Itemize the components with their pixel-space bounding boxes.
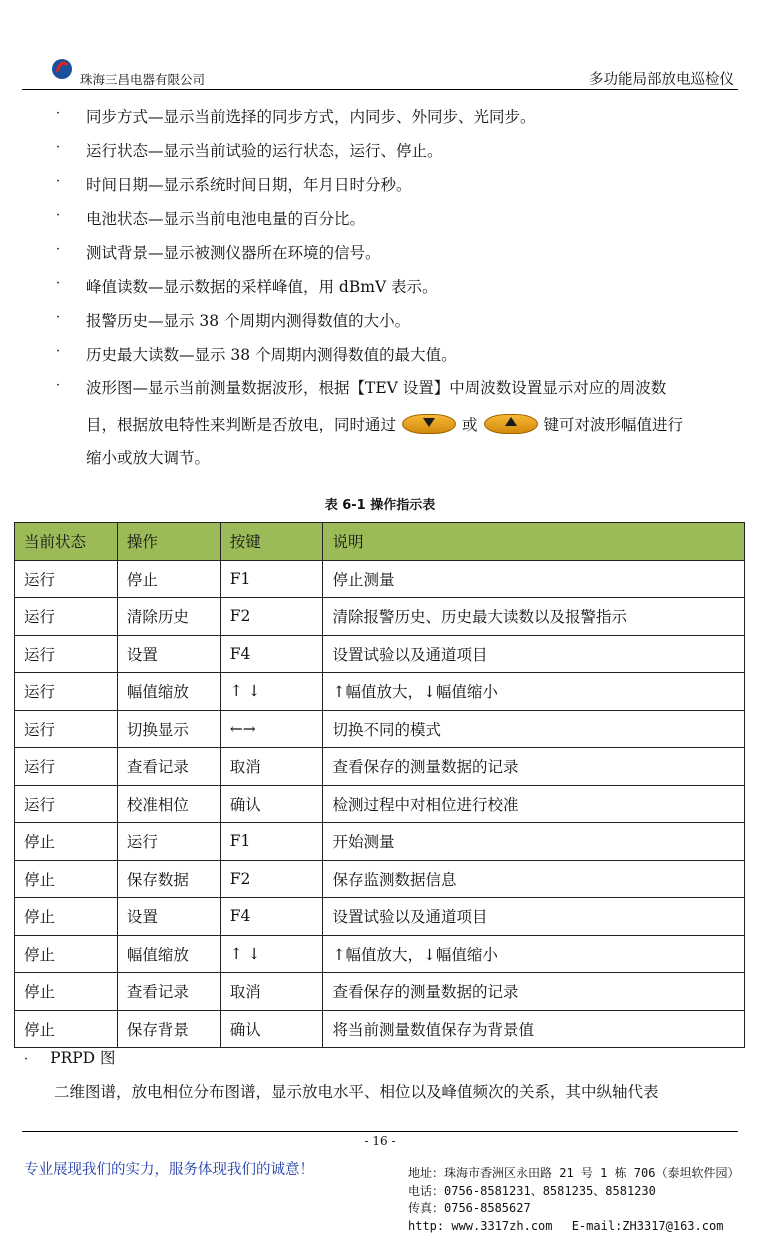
table-cell: 设置 (117, 898, 220, 936)
footer-address: 地址：珠海市香洲区永田路 21 号 1 栋 706（泰坦软件园） (408, 1166, 740, 1180)
bullet-dot: · (56, 310, 61, 325)
table-cell: 查看保存的测量数据的记录 (323, 973, 745, 1011)
table-cell: 设置 (117, 635, 220, 673)
table-cell: 运行 (15, 673, 118, 711)
up-arrow-key-icon (484, 412, 538, 436)
table-cell: 设置试验以及通道项目 (323, 898, 745, 936)
down-arrow-key-icon (402, 412, 456, 436)
table-caption: 表 6-1 操作指示表 (324, 498, 436, 513)
table-cell: F4 (220, 635, 323, 673)
table-row (15, 560, 745, 598)
table-cell: ↑ ↓ (220, 673, 323, 711)
list-item (0, 338, 760, 372)
table-cell: 停止 (117, 560, 220, 598)
table-cell: 将当前测量数值保存为背景值 (323, 1010, 745, 1048)
table-cell: ↑幅值放大，↓幅值缩小 (323, 935, 745, 973)
company-logo-icon (52, 59, 72, 79)
bullet-dot: · (56, 174, 61, 189)
bullet-list (0, 100, 760, 476)
table-row (15, 785, 745, 823)
bullet-text: 峰值读数—显示数据的采样峰值，用 dBmV 表示。 (86, 278, 438, 296)
product-name: 多功能局部放电巡检仪 (589, 72, 734, 88)
table-cell: ←→ (220, 710, 323, 748)
table-cell: 运行 (15, 748, 118, 786)
table-cell: 开始测量 (323, 823, 745, 861)
list-item (0, 304, 760, 338)
bullet-dot: · (56, 208, 61, 223)
table-cell: 停止 (15, 823, 118, 861)
table-row (15, 710, 745, 748)
table-cell: F1 (220, 823, 323, 861)
footer-web: http: www.3317zh.com E-mail:ZH3317@163.com (408, 1218, 724, 1233)
table-cell: 确认 (220, 1010, 323, 1048)
page-header (22, 56, 738, 90)
table-row (15, 673, 745, 711)
bullet-text: 同步方式—显示当前选择的同步方式，内同步、外同步、光同步。 (86, 108, 536, 126)
bullet-dot: · (56, 344, 61, 359)
table-row (15, 598, 745, 636)
table-cell: ↑ ↓ (220, 935, 323, 973)
list-item (0, 168, 760, 202)
table-row (15, 823, 745, 861)
table-cell: 运行 (15, 710, 118, 748)
list-item (0, 270, 760, 304)
table-row (15, 1010, 745, 1048)
footer-contact (408, 1165, 739, 1235)
table-cell: F1 (220, 560, 323, 598)
table-cell: ↑幅值放大，↓幅值缩小 (323, 673, 745, 711)
bullet-text: 运行状态—显示当前试验的运行状态，运行、停止。 (86, 142, 443, 160)
list-item (0, 134, 760, 168)
table-cell: 停止测量 (323, 560, 745, 598)
table-cell: 保存监测数据信息 (323, 860, 745, 898)
table-cell: F2 (220, 598, 323, 636)
column-header-key: 按键 (220, 523, 323, 561)
waveform-line-3: 缩小或放大调节。 (86, 449, 211, 467)
table-row (15, 860, 745, 898)
table-cell: 运行 (15, 785, 118, 823)
page-number: - 16 - (364, 1134, 396, 1148)
table-row (15, 635, 745, 673)
company-name: 珠海三昌电器有限公司 (80, 72, 206, 87)
table-cell: 保存数据 (117, 860, 220, 898)
table-cell: F4 (220, 898, 323, 936)
footer-phone: 电话：0756-8581231、8581235、8581230 (408, 1183, 656, 1198)
table-cell: 查看保存的测量数据的记录 (323, 748, 745, 786)
table-row (15, 973, 745, 1011)
table-cell: 幅值缩放 (117, 935, 220, 973)
prpd-paragraph: 二维图谱，放电相位分布图谱，显示放电水平、相位以及峰值频次的关系，其中纵轴代表 (54, 1083, 659, 1101)
footer-fax: 传真：0756-8585627 (408, 1201, 531, 1215)
table-cell: 清除报警历史、历史最大读数以及报警指示 (323, 598, 745, 636)
bullet-text: 历史最大读数—显示 38 个周期内测得数值的最大值。 (86, 346, 457, 364)
waveform-line-1: 波形图—显示当前测量数据波形，根据【TEV 设置】中周波数设置显示对应的周波数 (86, 379, 667, 397)
table-cell: 取消 (220, 748, 323, 786)
table-cell: 运行 (15, 635, 118, 673)
waveform-line-2-end: 键可对波形幅值进行 (543, 416, 684, 434)
table-cell: F2 (220, 860, 323, 898)
table-cell: 设置试验以及通道项目 (323, 635, 745, 673)
list-item (0, 202, 760, 236)
waveform-line-2 (86, 406, 740, 442)
waveform-text (0, 372, 760, 476)
bullet-text: 测试背景—显示被测仪器所在环境的信号。 (86, 244, 381, 262)
list-item (0, 236, 760, 270)
table-cell: 停止 (15, 898, 118, 936)
table-cell: 运行 (15, 598, 118, 636)
bullet-dot: · (24, 1052, 29, 1067)
table-cell: 查看记录 (117, 748, 220, 786)
table-cell: 保存背景 (117, 1010, 220, 1048)
bullet-text: 电池状态—显示当前电池电量的百分比。 (86, 210, 366, 228)
table-cell: 确认 (220, 785, 323, 823)
table-cell: 停止 (15, 860, 118, 898)
column-header-operation: 操作 (117, 523, 220, 561)
table-header-row (15, 523, 745, 561)
table-row (15, 935, 745, 973)
bullet-text: 时间日期—显示系统时间日期，年月日时分秒。 (86, 176, 412, 194)
prpd-heading (24, 1046, 116, 1068)
table-cell: 查看记录 (117, 973, 220, 1011)
waveform-line-2-start: 目，根据放电特性来判断是否放电，同时通过 (86, 416, 397, 434)
table-row (15, 748, 745, 786)
table-cell: 运行 (117, 823, 220, 861)
bullet-text: 报警历史—显示 38 个周期内测得数值的大小。 (86, 312, 411, 330)
bullet-dot: · (56, 242, 61, 257)
bullet-dot: · (56, 276, 61, 291)
table-cell: 停止 (15, 1010, 118, 1048)
table-cell: 检测过程中对相位进行校准 (323, 785, 745, 823)
footer-slogan: 专业展现我们的实力，服务体现我们的诚意！ (24, 1162, 314, 1178)
bullet-dot: · (56, 106, 61, 121)
table-cell: 停止 (15, 973, 118, 1011)
table-row (15, 898, 745, 936)
list-item-waveform (0, 372, 760, 476)
table-cell: 停止 (15, 935, 118, 973)
table-cell: 幅值缩放 (117, 673, 220, 711)
bullet-dot: · (56, 140, 61, 155)
table-cell: 清除历史 (117, 598, 220, 636)
list-item (0, 100, 760, 134)
bullet-dot: · (56, 378, 61, 393)
table-cell: 切换显示 (117, 710, 220, 748)
waveform-line-2-or: 或 (462, 416, 478, 434)
operation-table (14, 522, 745, 1048)
prpd-title: PRPD 图 (50, 1049, 116, 1067)
column-header-description: 说明 (323, 523, 745, 561)
column-header-state: 当前状态 (15, 523, 118, 561)
table-cell: 切换不同的模式 (323, 710, 745, 748)
table-cell: 运行 (15, 560, 118, 598)
footer-divider (22, 1131, 738, 1132)
table-cell: 取消 (220, 973, 323, 1011)
table-cell: 校准相位 (117, 785, 220, 823)
